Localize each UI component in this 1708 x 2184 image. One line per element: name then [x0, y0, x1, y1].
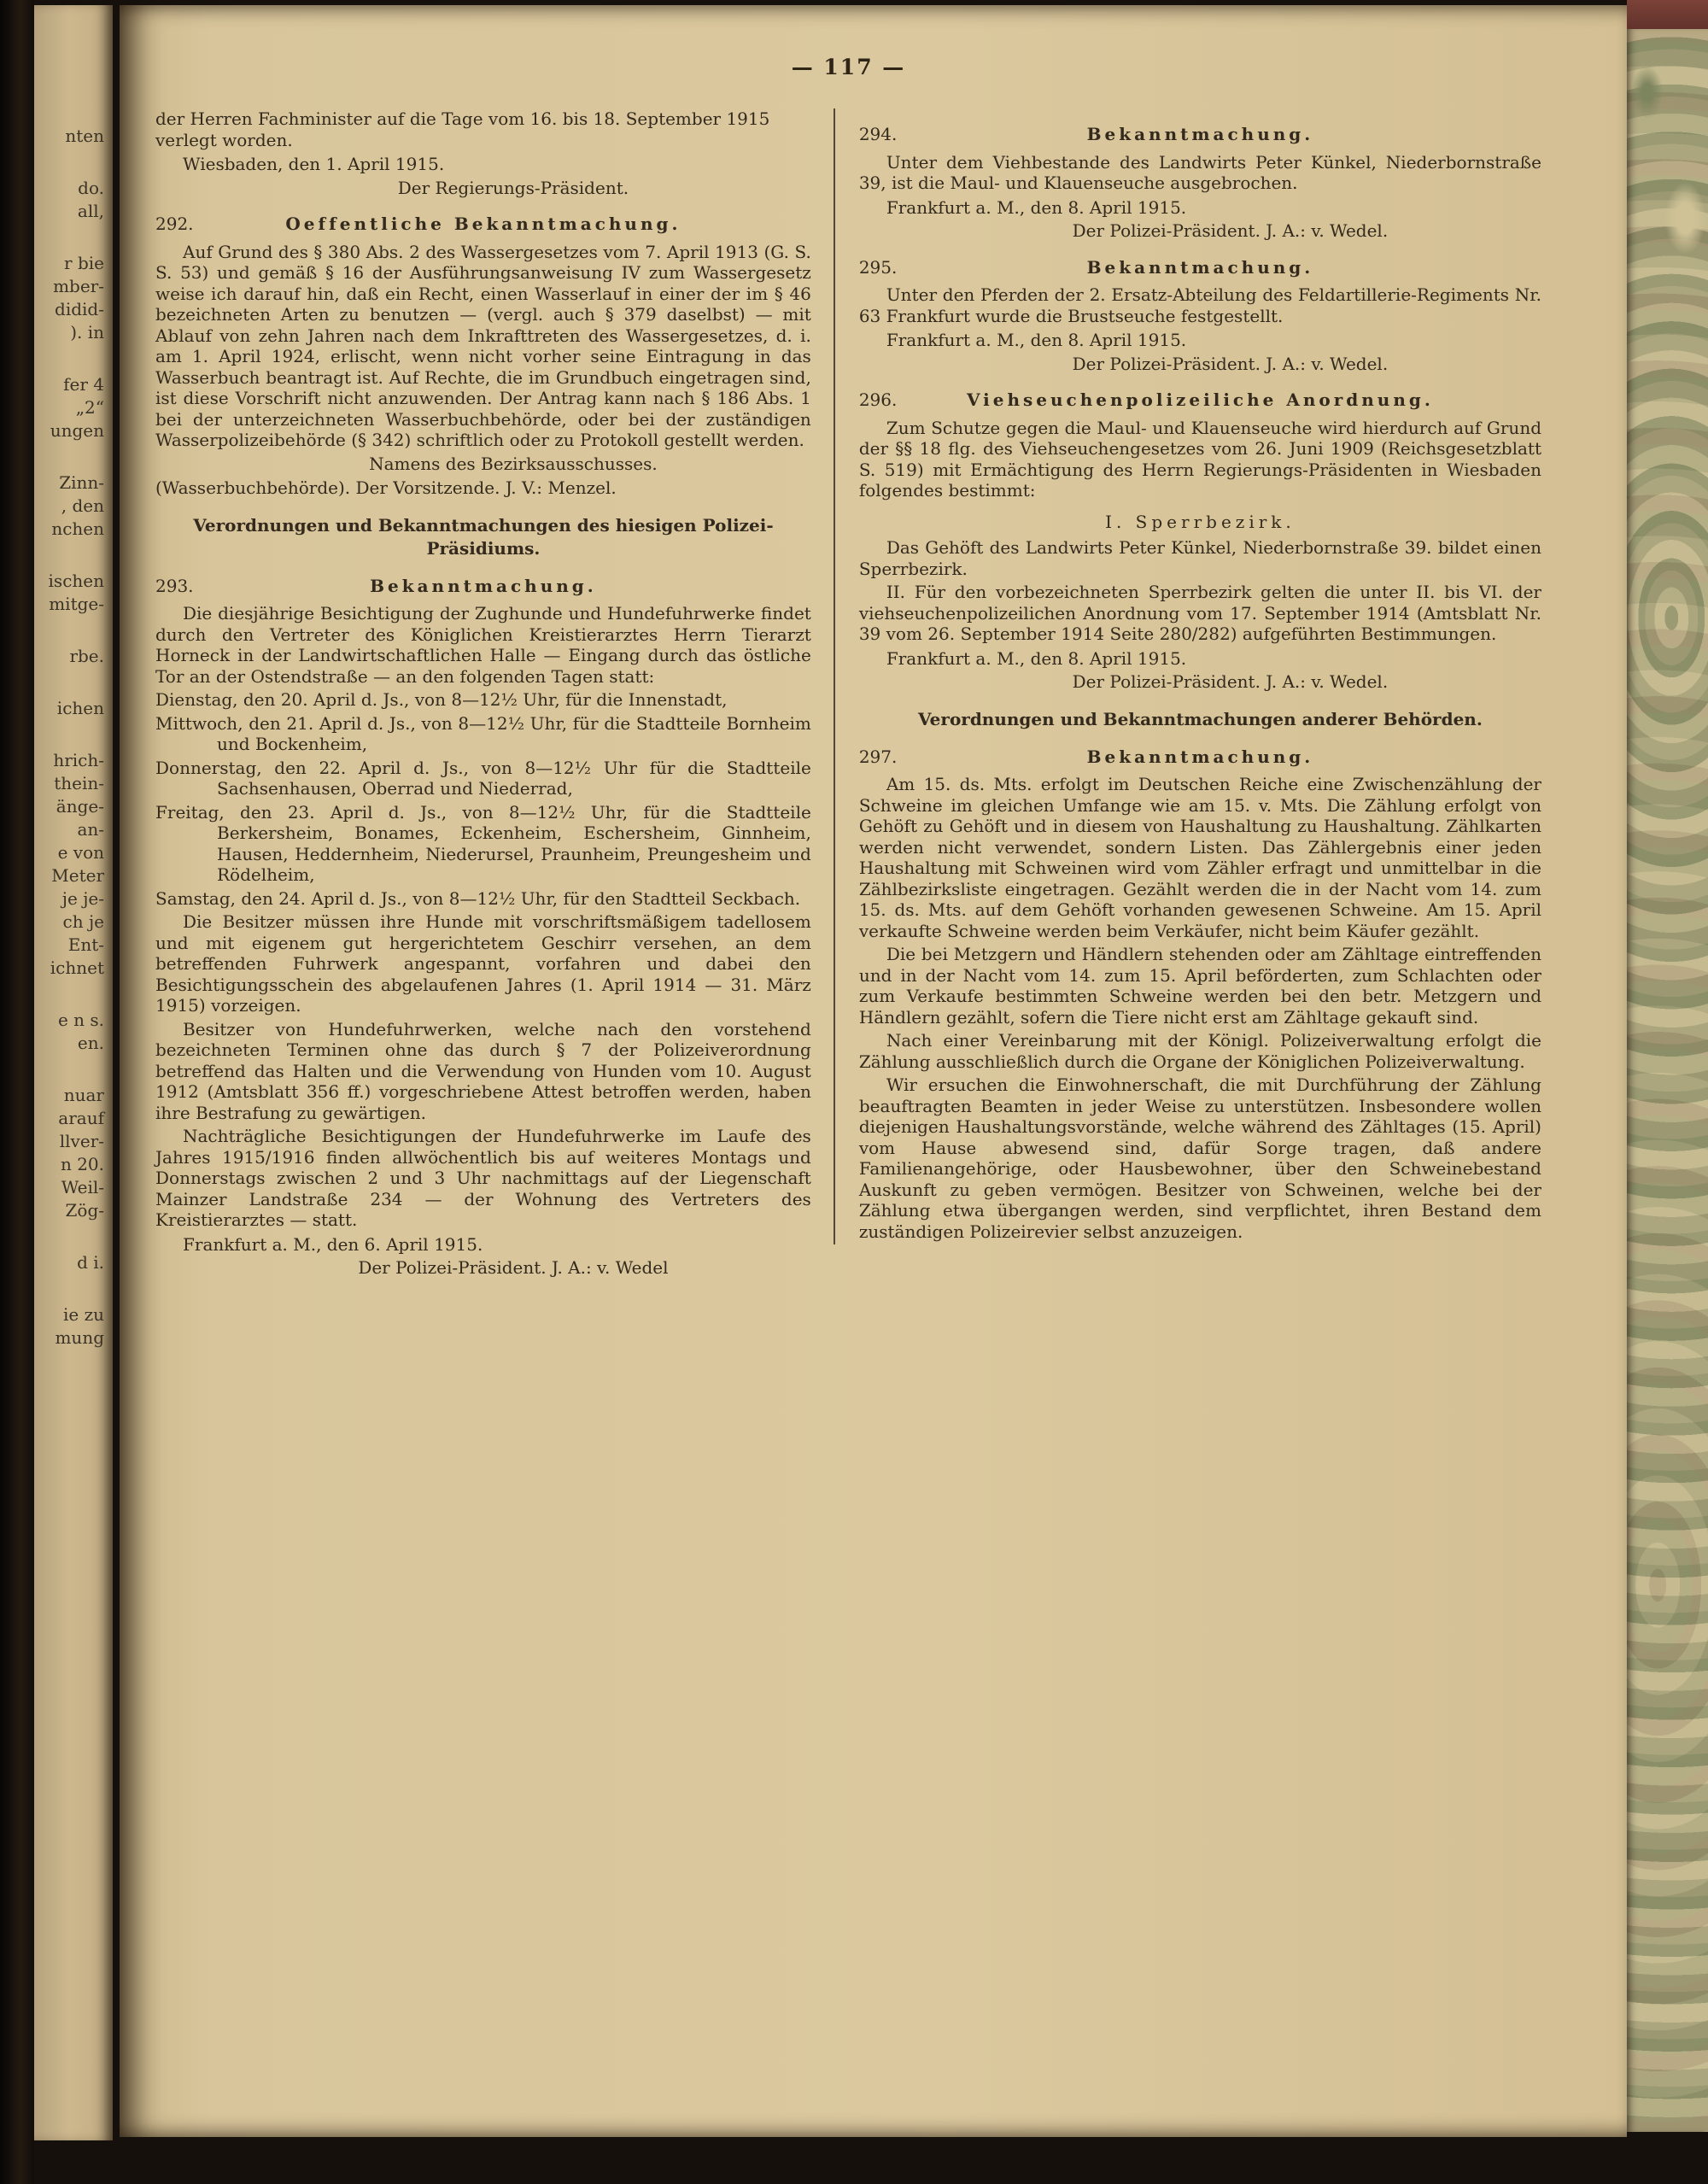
left-column-para: Nachträgliche Besichtigungen der Hundefuhrwerke im Laufe des Jahres 1915/1916 finden allwöchentlich bis auf weiteres Montags und Donnerstags zwischen 2 und 3 Uhr nachmittags auf der Liegenschaft Mainzer Landstraße 234 — der Wohnung des Vertreters des Kreistierarztes — statt.: [155, 1126, 811, 1230]
fragment-group: [34, 177, 104, 223]
cutoff-text-fragment: fer 4: [63, 374, 104, 395]
left-column-signature: Namens des Bezirksausschusses.: [369, 453, 658, 474]
cutoff-text-fragment: e von: [57, 842, 104, 863]
left-column-signature: Der Polizei-Präsident. J. A.: v. Wedel: [358, 1257, 669, 1278]
item-title: Bekanntmachung.: [370, 575, 597, 596]
cutoff-text-fragment: e n s.: [57, 1010, 104, 1030]
item-number: 297.: [858, 746, 898, 767]
item-number: 293.: [155, 575, 194, 596]
cutoff-text-fragment: d i.: [77, 1252, 104, 1273]
left-column-hang: Mittwoch, den 21. April d. Js., von 8—12½ Uhr, für die Stadtteile Bornheim und Bockenheim,: [155, 712, 811, 754]
cutoff-text-fragment: Weil-: [61, 1177, 104, 1197]
cutoff-text-fragment: ch je: [62, 911, 104, 932]
right-column: [834, 108, 1541, 1244]
item-number: 294.: [858, 124, 898, 144]
right-column-signature: Der Polizei-Präsident. J. A.: v. Wedel.: [1072, 353, 1389, 374]
left-column-para: Auf Grund des § 380 Abs. 2 des Wassergesetzes vom 7. April 1913 (G. S. S. 53) und gemäß § 16 der Ausführungsanweisung IV zum Wassergesetz weise ich darauf hin, daß ein Recht, einen Wasserlauf in einer der im § 46 bezeichneten Arten zu benutzen — (vergl. auch § 379 daselbst) — mit Ablauf von zehn Jahren nach dem Inkrafttreten des Wassergesetzes, d. i. am 1. April 1924, erlischt, wenn nicht vorher seine Eintragung in das Wasserbuch beantragt ist. Auf Rechte, die im Grundbuch eingetragen sind, ist diese Vorschrift nicht anzuwenden. Der Antrag kann nach § 186 Abs. 1 bei der unterzeichneten Wasserbuchbehörde, oder bei der zuständigen Wasserpolizeibehörde (§ 342) schriftlich oder zu Protokoll gestellt werden.: [155, 241, 811, 450]
cutoff-text-fragment: all,: [77, 201, 104, 221]
right-column-signature: Der Polizei-Präsident. J. A.: v. Wedel.: [1072, 220, 1389, 241]
left-column-para: Die diesjährige Besichtigung der Zughunde und Hundefuhrwerke findet durch den Vertreter des Königlichen Kreistierarztes Herrn Tierarzt Horneck in der Landwirtschaftlichen Halle — Eingang durch das östliche Tor an der Ostendstraße — an den folgenden Tagen statt:: [155, 603, 811, 687]
left-column-signature: Der Regierungs-Präsident.: [397, 177, 629, 198]
left-column-numbered: [155, 576, 811, 597]
right-column-para: Unter dem Viehbestande des Landwirts Peter Künkel, Niederbornstraße 39, ist die Maul- und Klauenseuche ausgebrochen.: [858, 151, 1541, 193]
right-column-para: Wir ersuchen die Einwohnerschaft, die mit Durchführung der Zählung beauftragten Beamten in jeder Weise zu unterstützen. Insbesondere wollen diejenigen Haushaltungsvorstände, welche während des Zähltages (15. April) vom Hause abwesend sind, dafür Sorge tragen, daß andere Familienangehörige, oder Hausbewohner, über den Schweinebestand Auskunft zu geben vermögen. Besitzer von Schweinen, welche bei der Zählung etwa übergangen werden, sind verpflichtet, ihren Bestand dem zuständigen Polizeirevier selbst anzuzeigen.: [858, 1074, 1541, 1242]
cutoff-text-fragment: mung: [55, 1327, 104, 1348]
cutoff-text-fragment: an-: [77, 819, 104, 840]
left-column-hang: Freitag, den 23. April d. Js., von 8—12½ Uhr, für die Stadtteile Berkersheim, Bonames, Eckenheim, Eschersheim, Ginnheim, Hausen, Heddernheim, Niederursel, Praunheim, Preungesheim und Rödelheim,: [155, 801, 811, 885]
right-column-numbered: [859, 124, 1541, 145]
right-column-numbered: [859, 257, 1541, 278]
item-number: 295.: [858, 256, 898, 278]
left-column-section-heading: Verordnungen und Bekanntmachungen des hiesigen Polizei-Präsidiums.: [193, 514, 774, 559]
cutoff-text-fragment: arauf: [58, 1108, 104, 1128]
cutoff-text-fragment: didid-: [55, 299, 104, 319]
right-column-para: Unter den Pferden der 2. Ersatz-Abteilung des Feldartillerie-Regiments Nr. 63 Frankfurt wurde die Brustseuche festgestellt.: [858, 284, 1541, 326]
cutoff-text-fragment: ungen: [50, 420, 104, 441]
fragment-group: [34, 1084, 104, 1222]
left-column-hang: Donnerstag, den 22. April d. Js., von 8—12½ Uhr für die Stadtteile Sachsenhausen, Oberrad und Niederrad,: [155, 757, 811, 799]
left-column-hang: Dienstag, den 20. April d. Js., von 8—12½ Uhr, für die Innenstadt,: [155, 689, 728, 710]
cutoff-text-fragment: r bie: [64, 253, 104, 273]
fragment-group: [34, 1251, 104, 1274]
left-column: [155, 108, 834, 1282]
cutoff-text-fragment: ischen: [48, 571, 104, 591]
fragment-group: [34, 1303, 104, 1350]
cutoff-text-fragment: thein-: [54, 773, 104, 793]
cutoff-text-fragment: änge-: [56, 796, 104, 817]
fragment-group: [34, 471, 104, 541]
item-number: 296.: [858, 389, 898, 410]
left-column-numbered: [155, 214, 811, 235]
right-column-section-heading: Verordnungen und Bekanntmachungen anderer Behörden.: [918, 708, 1483, 729]
cutoff-text-fragment: ichen: [56, 698, 104, 718]
book-spine: [0, 0, 34, 2184]
two-column-layout: [155, 108, 1541, 1282]
right-column-para: Die bei Metzgern und Händlern stehenden oder am Zähltage eintreffenden und in der Nacht vom 14. zum 15. April beförderten, zum Schlachten oder zum Verkaufe bestimmten Schweine werden bei den betr. Metzgern und Händlern gezählt, sofern die Tiere nicht erst am Zähltage gekauft sind.: [858, 944, 1541, 1028]
right-column-numbered: [859, 747, 1541, 768]
cutoff-text-fragment: ichnet: [50, 957, 104, 978]
page-number: — 117 —: [791, 55, 906, 79]
cutoff-text-fragment: Meter: [51, 865, 104, 886]
right-column-para: II. Für den vorbezeichneten Sperrbezirk gelten die unter II. bis VI. der viehseuchenpolizeilichen Anordnung vom 17. September 1914 (Amtsblatt Nr. 39 vom 26. September 1914 Seite 280/282) aufgeführten Bestimmungen.: [858, 582, 1541, 644]
cutoff-text-fragment: llver-: [59, 1131, 104, 1151]
cutoff-text-fragment: en.: [77, 1033, 104, 1053]
cutoff-text-fragment: Zög-: [65, 1200, 104, 1221]
cutoff-text-column: [34, 5, 113, 1350]
fragment-group: [34, 749, 104, 980]
cutoff-text-fragment: je je-: [61, 888, 104, 909]
item-title: Bekanntmachung.: [1086, 746, 1314, 767]
left-column-dateline: Frankfurt a. M., den 6. April 1915.: [183, 1233, 483, 1255]
fragment-group: [34, 645, 104, 668]
cutoff-text-fragment: nten: [65, 126, 104, 146]
right-column-signature: Der Polizei-Präsident. J. A.: v. Wedel.: [1072, 671, 1389, 692]
right-column-para: Das Gehöft des Landwirts Peter Künkel, Niederbornstraße 39. bildet einen Sperrbezirk.: [858, 537, 1541, 579]
cutoff-text-fragment: hrich-: [53, 750, 104, 770]
cutoff-text-fragment: nchen: [51, 518, 104, 539]
right-column-dateline: Frankfurt a. M., den 8. April 1915.: [886, 330, 1187, 350]
cutoff-text-fragment: do.: [78, 178, 104, 198]
fragment-group: [34, 252, 104, 344]
marbled-page-edge: [1627, 29, 1708, 2132]
right-column-numbered: [859, 389, 1541, 411]
cutoff-text-fragment: , den: [61, 495, 104, 516]
left-column-dateline: Wiesbaden, den 1. April 1915.: [183, 154, 445, 174]
right-column-para: Am 15. ds. Mts. erfolgt im Deutschen Reiche eine Zwischenzählung der Schweine im gleichen Umfange wie am 15. v. Mts. Die Zählung erfolgt von Gehöft zu Gehöft und in diesem von Haushaltung zu Haushaltung. Zählkarten werden nicht verwendet, sondern Listen. Das Zählergebnis einer jeden Haushaltung mit Schweinen wird vom Zähler erfragt und unmittelbar in die Zählbezirksliste eingetragen. Gezählt werden die in der Nacht vom 14. zum 15. ds. Mts. auf dem Gehöft vorhanden gewesenen Schweine. Am 15. April verkaufte Schweine werden beim Verkäufer, nicht beim Käufer gezählt.: [858, 774, 1541, 941]
cutoff-text-fragment: mitge-: [49, 594, 104, 614]
page-content: [120, 5, 1627, 1282]
cutoff-text-fragment: „2“: [75, 397, 104, 418]
fragment-group: [34, 570, 104, 616]
fragment-group: [34, 373, 104, 442]
cutoff-text-fragment: rbe.: [69, 646, 104, 666]
cutoff-text-fragment: nuar: [63, 1085, 104, 1105]
fragment-group: [34, 1009, 104, 1055]
right-column-dateline: Frankfurt a. M., den 8. April 1915.: [886, 647, 1187, 669]
item-title: Oeffentliche Bekanntmachung.: [285, 214, 681, 234]
scanned-page: [120, 5, 1627, 2137]
cutoff-text-fragment: ). in: [70, 322, 104, 343]
left-column-para-flush: der Herren Fachminister auf die Tage vom 16. bis 18. September 1915 verlegt worden.: [155, 108, 770, 150]
item-title: Bekanntmachung.: [1086, 256, 1314, 278]
right-column-subheading: I. Sperrbezirk.: [1105, 511, 1296, 532]
cutoff-text-fragment: ie zu: [62, 1304, 104, 1325]
previous-page-edge: [34, 5, 113, 2140]
cutoff-text-fragment: Ent-: [67, 934, 104, 955]
cutoff-text-fragment: n 20.: [60, 1154, 104, 1174]
right-column-dateline: Frankfurt a. M., den 8. April 1915.: [886, 196, 1187, 218]
cutoff-text-fragment: Zinn-: [59, 472, 104, 493]
left-column-para-flush: (Wasserbuchbehörde). Der Vorsitzende. J. V.: Menzel.: [155, 477, 617, 498]
item-number: 292.: [155, 214, 194, 234]
left-column-para: Besitzer von Hundefuhrwerken, welche nach den vorstehend bezeichneten Terminen ohne das durch § 7 der Polizeiverordnung betreffend das Halten und die Verwendung von Hunden vom 10. August 1912 (Amtsblatt 356 ff.) vorgeschriebene Attest betroffen werden, haben ihre Bestrafung zu gewärtigen.: [155, 1018, 811, 1123]
right-column-para: Nach einer Vereinbarung mit der Königl. Polizeiverwaltung erfolgt die Zählung ausschließlich durch die Organe der Königlichen Polizeiverwaltung.: [858, 1030, 1541, 1072]
cutoff-text-fragment: mber-: [53, 276, 104, 296]
item-title: Viehseuchenpolizeiliche Anordnung.: [966, 389, 1434, 410]
book-cover-corner: [1627, 0, 1708, 29]
right-column-para: Zum Schutze gegen die Maul- und Klauenseuche wird hierdurch auf Grund der §§ 18 flg. des Viehseuchengesetzes vom 26. Juni 1909 (Reichsgesetzblatt S. 519) mit Ermächtigung des Herrn Regierungs-Präsidenten in Wiesbaden folgendes bestimmt:: [858, 417, 1541, 501]
left-column-para: Die Besitzer müssen ihre Hunde mit vorschriftsmäßigem tadellosem und mit eigenem gut hergerichtetem Geschirr versehen, an dem betreffenden Fuhrwerk angespannt, vorfahren und dabei den Besichtigungsschein des abgelaufenen Jahres (1. April 1914 — 31. März 1915) vorzeigen.: [155, 911, 811, 1016]
fragment-group: [34, 697, 104, 720]
left-column-hang: Samstag, den 24. April d. Js., von 8—12½ Uhr, für den Stadtteil Seckbach.: [155, 887, 801, 909]
item-title: Bekanntmachung.: [1086, 124, 1314, 144]
fragment-group: [34, 125, 104, 148]
